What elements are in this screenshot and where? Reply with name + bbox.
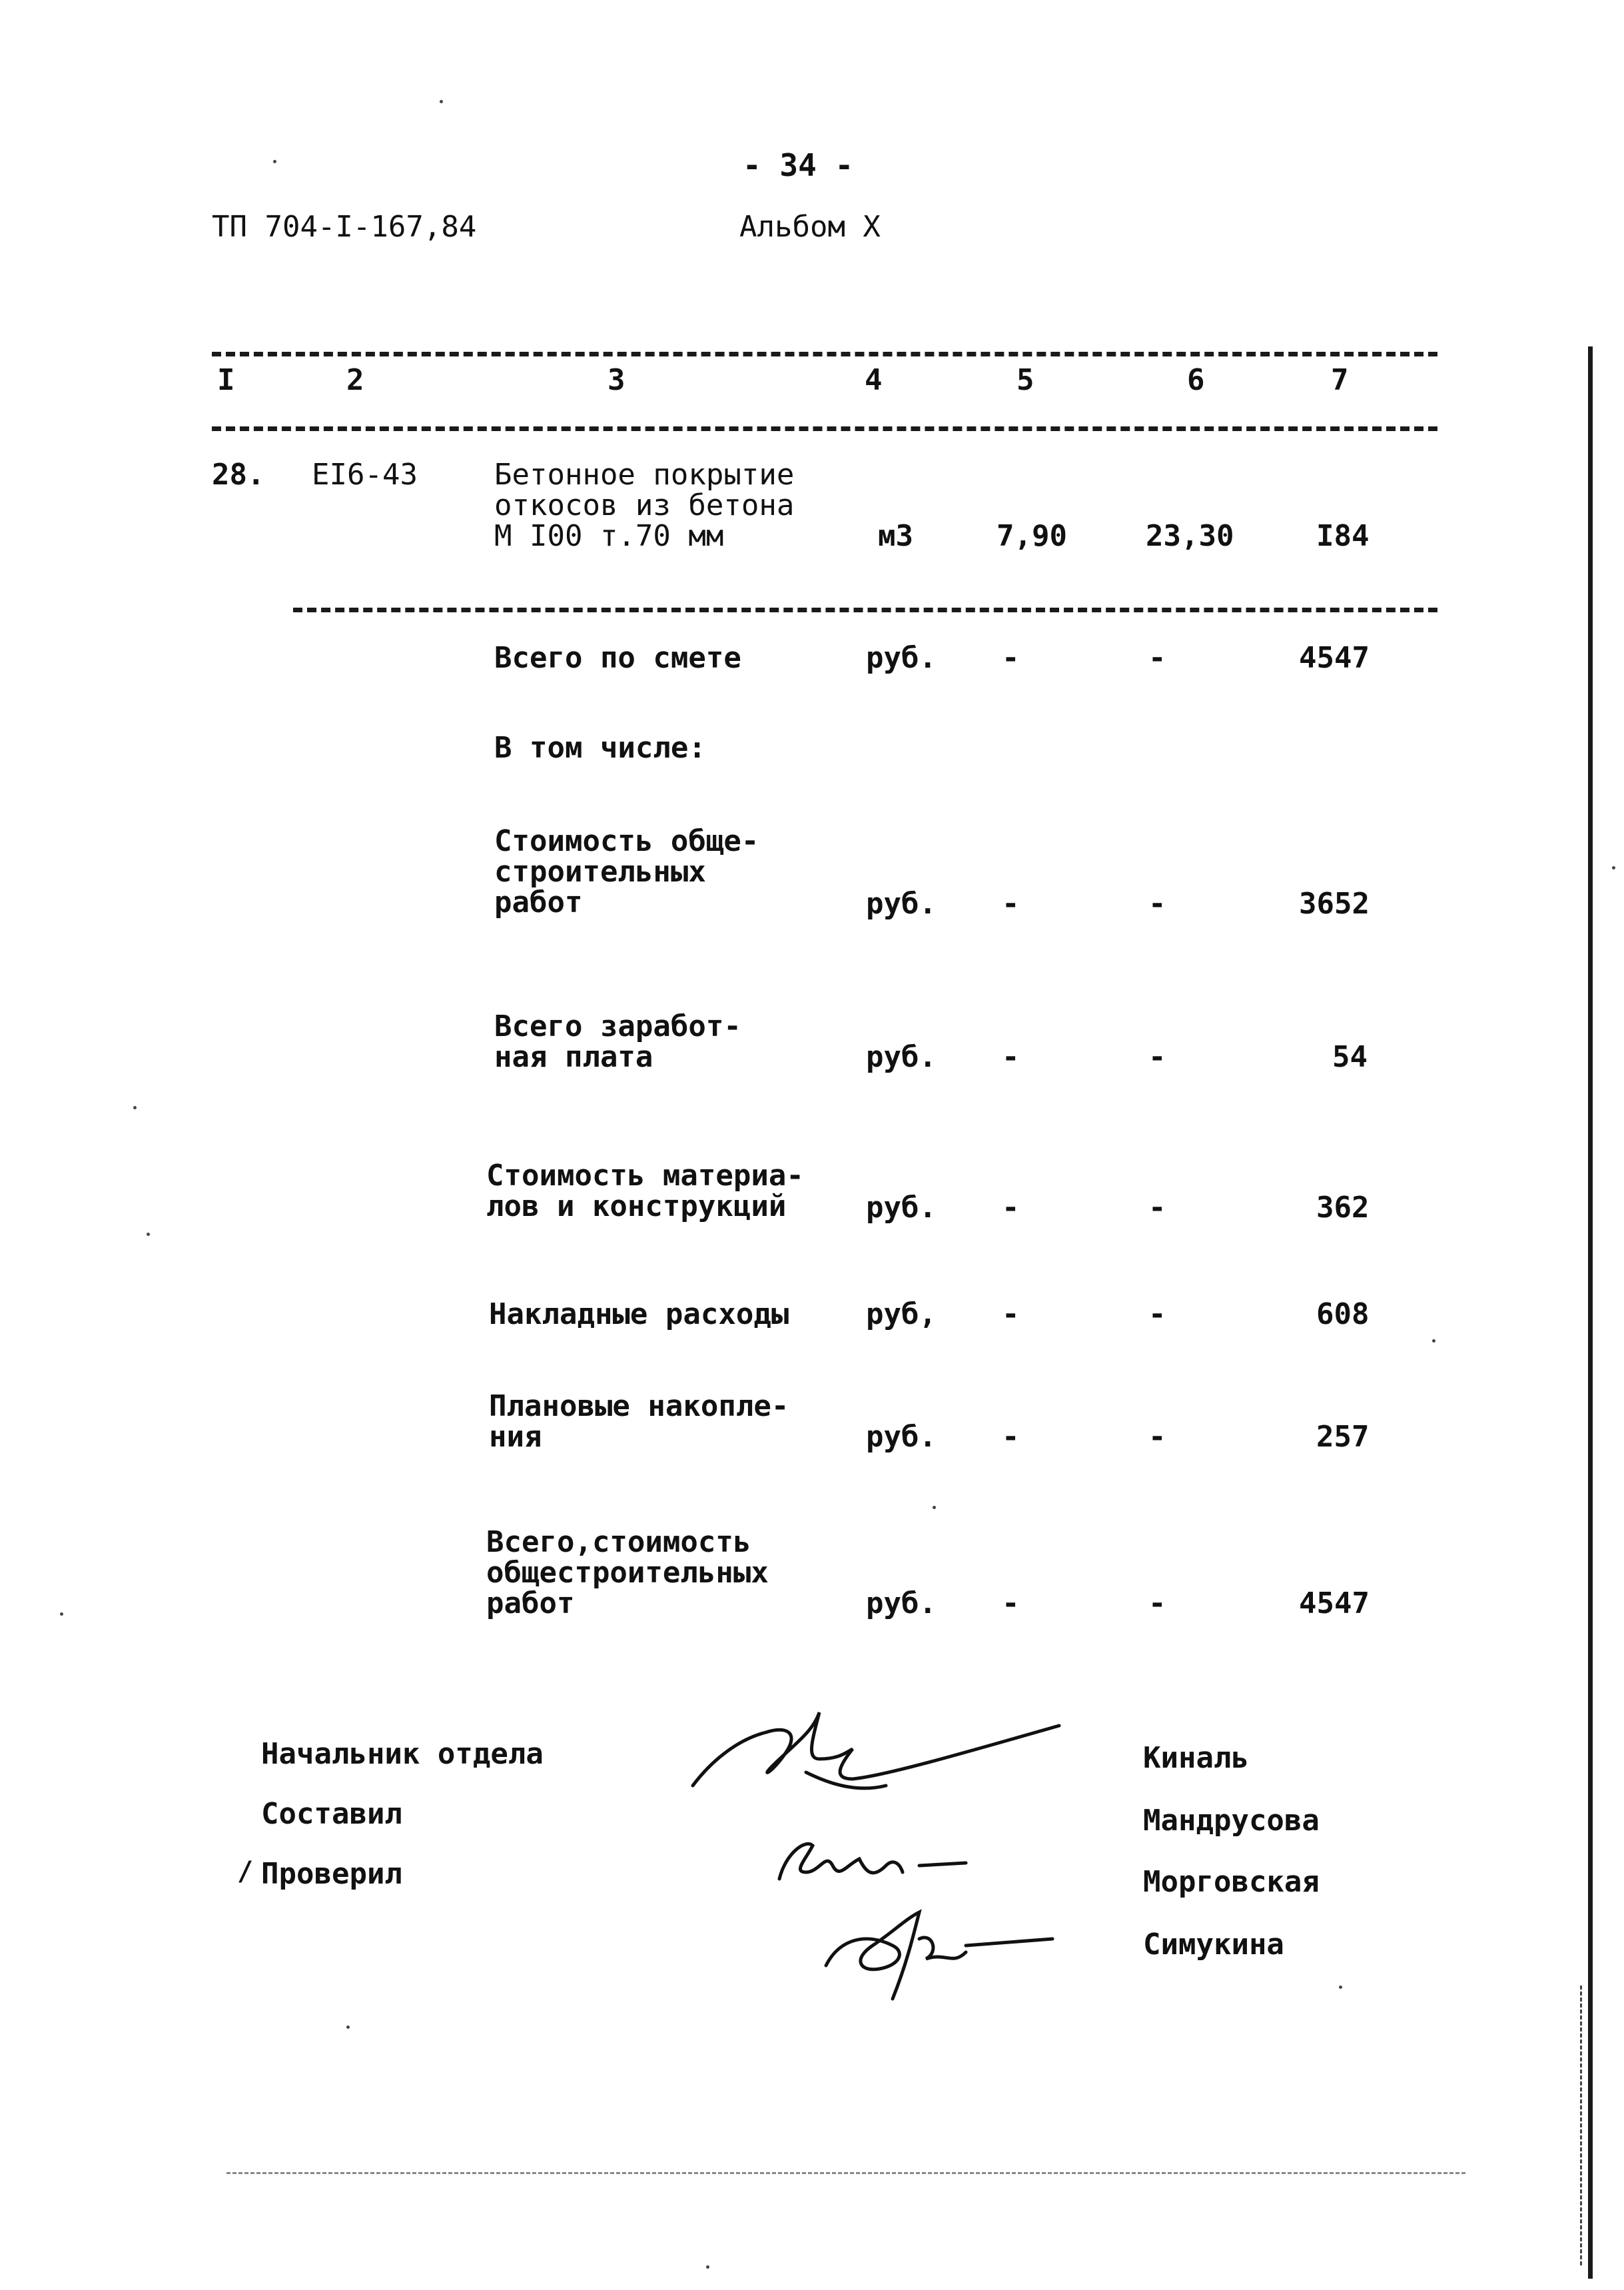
col-number-3: 3 xyxy=(608,363,625,397)
item-value: 54 xyxy=(1332,1040,1368,1074)
item-dash5: - xyxy=(1002,887,1020,921)
signer-name: Морговская xyxy=(1143,1865,1320,1899)
item-dash6: - xyxy=(1148,1586,1166,1620)
summary-total-dash6: - xyxy=(1148,641,1166,675)
including-label: В том числе: xyxy=(494,731,706,765)
row-price: 23,30 xyxy=(1146,519,1234,553)
item-unit: руб. xyxy=(866,887,937,921)
role-compiled-by: Составил xyxy=(261,1797,402,1831)
scan-speck xyxy=(933,1506,936,1509)
row-total: I84 xyxy=(1316,519,1370,553)
signer-name: Мандрусова xyxy=(1143,1804,1320,1838)
col-number-4: 4 xyxy=(865,363,883,397)
item-dash6: - xyxy=(1148,1420,1166,1454)
item-dash5: - xyxy=(1002,1586,1020,1620)
item-value: 3652 xyxy=(1299,887,1370,921)
item-dash5: - xyxy=(1002,1420,1020,1454)
item-value: 4547 xyxy=(1299,1586,1370,1620)
item-unit: руб. xyxy=(866,1191,937,1225)
item-value: 362 xyxy=(1316,1191,1370,1225)
table-row-rule xyxy=(293,608,1437,612)
scan-speck xyxy=(60,1612,63,1616)
summary-total-unit: руб. xyxy=(866,641,937,675)
item-label: Всего,стоимость общестроительных работ xyxy=(486,1525,769,1620)
item-dash5: - xyxy=(1002,1297,1020,1331)
album-label: Альбом X xyxy=(739,210,881,244)
col-number-1: I xyxy=(217,363,235,397)
handwritten-signature xyxy=(766,1826,1019,1899)
scan-speck xyxy=(1339,1986,1342,1989)
scan-speck xyxy=(706,2265,709,2269)
scan-edge-line xyxy=(1580,1986,1582,2265)
scan-speck xyxy=(147,1233,150,1236)
table-header-rule xyxy=(212,426,1437,431)
footer-rule xyxy=(226,2172,1465,2174)
col-number-6: 6 xyxy=(1187,363,1205,397)
signer-name: Симукина xyxy=(1143,1928,1284,1962)
item-unit: руб. xyxy=(866,1420,937,1454)
table-top-rule xyxy=(212,352,1437,356)
item-label: Стоимость материа- лов и конструкций xyxy=(486,1159,804,1223)
item-label: Накладные расходы xyxy=(489,1297,789,1331)
item-dash6: - xyxy=(1148,1191,1166,1225)
item-unit: руб. xyxy=(866,1040,937,1074)
handwritten-signature xyxy=(813,1892,1066,2005)
row-quantity: 7,90 xyxy=(997,519,1067,553)
scan-speck xyxy=(1432,1339,1435,1343)
row-unit: м3 xyxy=(878,519,913,553)
summary-total-value: 4547 xyxy=(1299,641,1370,675)
item-dash6: - xyxy=(1148,1040,1166,1074)
row-number: 28. xyxy=(212,458,265,492)
summary-total-label: Всего по смете xyxy=(494,641,741,675)
item-dash6: - xyxy=(1148,1297,1166,1331)
item-dash5: - xyxy=(1002,1191,1020,1225)
scan-speck xyxy=(1612,866,1615,869)
col-number-7: 7 xyxy=(1331,363,1349,397)
scan-speck xyxy=(133,1106,137,1109)
item-label: Стоимость обще- строительных работ xyxy=(494,824,759,919)
item-label: Плановые накопле- ния xyxy=(489,1389,789,1454)
scan-edge-line xyxy=(1588,346,1593,2279)
item-dash5: - xyxy=(1002,1040,1020,1074)
handwritten-signature xyxy=(686,1686,1066,1819)
role-checked-by: Проверил xyxy=(261,1857,402,1891)
scan-speck xyxy=(346,2025,350,2029)
scan-speck xyxy=(273,160,276,163)
item-value: 608 xyxy=(1316,1297,1370,1331)
check-tick: / xyxy=(237,1856,254,1887)
page-number: - 34 - xyxy=(743,147,854,183)
item-unit: руб. xyxy=(866,1586,937,1620)
row-description: Бетонное покрытие откосов из бетона М I00 т.70 мм xyxy=(494,458,795,553)
col-number-5: 5 xyxy=(1016,363,1034,397)
signer-name: Киналь xyxy=(1143,1741,1249,1775)
role-head-of-department: Начальник отдела xyxy=(261,1737,544,1771)
item-dash6: - xyxy=(1148,887,1166,921)
item-unit: руб, xyxy=(866,1297,937,1331)
summary-total-dash5: - xyxy=(1002,641,1020,675)
scan-speck xyxy=(440,100,443,103)
item-value: 257 xyxy=(1316,1420,1370,1454)
doc-code: ТП 704-I-167,84 xyxy=(212,210,477,244)
col-number-2: 2 xyxy=(346,363,364,397)
item-label: Всего заработ- ная плата xyxy=(494,1009,741,1074)
row-code: EI6-43 xyxy=(312,458,418,492)
